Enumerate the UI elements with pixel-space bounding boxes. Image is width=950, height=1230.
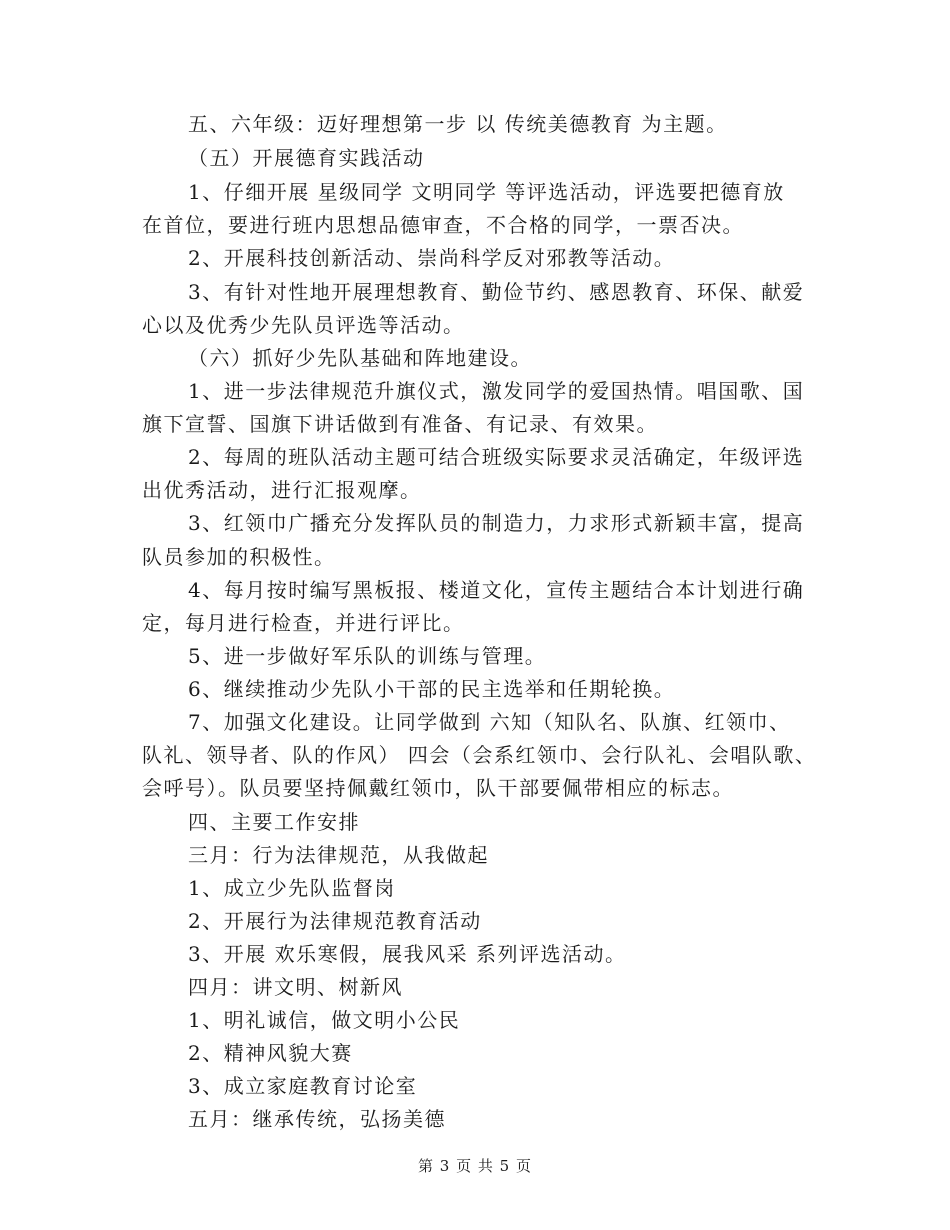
list-item: 1、明礼诚信，做文明小公民 [188, 1008, 461, 1032]
text-line: 旗下宣誓、国旗下讲话做到有准备、有记录、有效果。 [142, 412, 658, 436]
text-line: 出优秀活动，进行汇报观摩。 [142, 478, 422, 502]
list-item: 1、成立少先队监督岗 [188, 876, 396, 900]
section-heading: 四、主要工作安排 [188, 810, 360, 834]
text-line: 2、每周的班队活动主题可结合班级实际要求灵活确定，年级评选 [188, 445, 805, 469]
section-heading: （五）开展德育实践活动 [188, 146, 425, 170]
text-line: 6、继续推动少先队小干部的民主选举和任期轮换。 [188, 677, 676, 701]
text-line: 定，每月进行检查，并进行评比。 [142, 611, 465, 635]
page-number-footer: 第 3 页 共 5 页 [418, 1157, 532, 1175]
month-heading: 四月：讲文明、树新风 [188, 975, 403, 999]
text-line: 3、有针对性地开展理想教育、勤俭节约、感恩教育、环保、献爱 [188, 280, 805, 304]
text-line: 5、进一步做好军乐队的训练与管理。 [188, 644, 547, 668]
text-line: 1、仔细开展 星级同学 文明同学 等评选活动，评选要把德育放 [188, 180, 785, 204]
text-line: 在首位，要进行班内思想品德审查，不合格的同学，一票否决。 [142, 213, 744, 237]
list-item: 3、成立家庭教育讨论室 [188, 1074, 418, 1098]
text-line: 队礼、领导者、队的作风） 四会（会系红领巾、会行队礼、会唱队歌、 [142, 743, 817, 767]
text-line: 队员参加的积极性。 [142, 545, 336, 569]
text-line: 3、红领巾广播充分发挥队员的制造力，力求形式新颖丰富，提高 [188, 511, 805, 535]
list-item: 2、精神风貌大赛 [188, 1041, 353, 1065]
text-line: 1、进一步法律规范升旗仪式，激发同学的爱国热情。唱国歌、国 [188, 379, 805, 403]
text-line: 4、每月按时编写黑板报、楼道文化，宣传主题结合本计划进行确 [188, 578, 805, 602]
section-heading: （六）抓好少先队基础和阵地建设。 [188, 346, 532, 370]
text-line: 7、加强文化建设。让同学做到 六知（知队名、队旗、红领巾、 [188, 710, 791, 734]
text-line: 心以及优秀少先队员评选等活动。 [142, 313, 465, 337]
list-item: 3、开展 欢乐寒假，展我风采 系列评选活动。 [188, 942, 627, 966]
list-item: 2、开展行为法律规范教育活动 [188, 909, 482, 933]
text-line: 2、开展科技创新活动、崇尚科学反对邪教等活动。 [188, 246, 676, 270]
text-line: 五、六年级：迈好理想第一步 以 传统美德教育 为主题。 [188, 112, 728, 136]
month-heading: 五月：继承传统，弘扬美德 [188, 1107, 446, 1131]
text-line: 会呼号）。队员要坚持佩戴红领巾，队干部要佩带相应的标志。 [142, 776, 734, 800]
month-heading: 三月：行为法律规范，从我做起 [188, 843, 489, 867]
